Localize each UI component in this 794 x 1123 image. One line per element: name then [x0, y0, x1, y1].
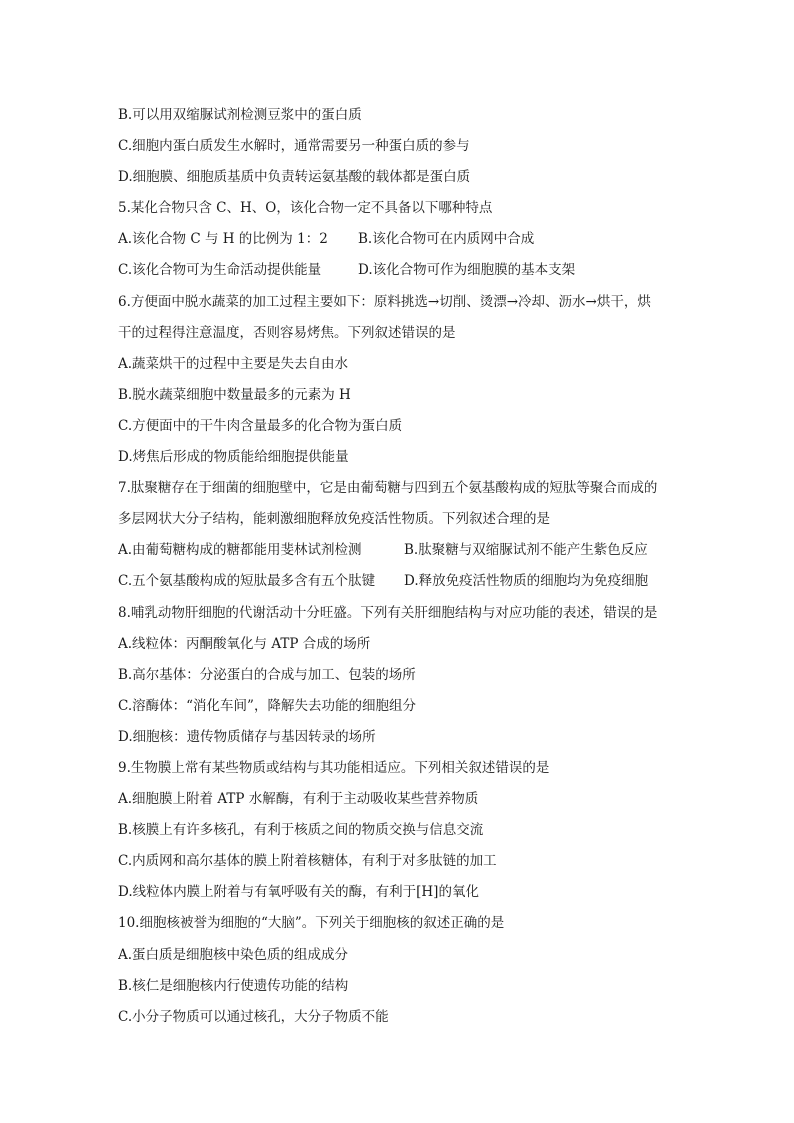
option-d: D.该化合物可作为细胞膜的基本支架	[358, 262, 576, 279]
option-a: A.该化合物 C 与 H 的比例为 1：2	[118, 231, 328, 248]
option-b: B.该化合物可在内质网中合成	[358, 231, 535, 248]
question-stem: 10.细胞核被誉为细胞的“大脑”。下列关于细胞核的叙述正确的是	[118, 915, 505, 932]
option-line: D.细胞膜、细胞质基质中负责转运氨基酸的载体都是蛋白质	[118, 169, 471, 186]
question-stem: 干的过程得注意温度，否则容易烤焦。下列叙述错误的是	[118, 324, 456, 341]
option-a: A.由葡萄糖构成的糖都能用斐林试剂检测	[118, 542, 362, 559]
option-line: B.可以用双缩脲试剂检测豆浆中的蛋白质	[118, 107, 362, 123]
option-row	[118, 566, 698, 597]
option-row	[118, 255, 698, 286]
option-line: A.蛋白质是细胞核中染色质的组成成分	[118, 946, 349, 963]
question-stem: 9.生物膜上常有某些物质或结构与其功能相适应。下列相关叙述错误的是	[118, 759, 550, 776]
question-stem: 7.肽聚糖存在于细菌的细胞壁中，它是由葡萄糖与四到五个氨基酸构成的短肽等聚合而成的	[118, 480, 658, 497]
option-row	[118, 535, 698, 566]
option-line: A.蔬菜烘干的过程中主要是失去自由水	[118, 355, 349, 372]
option-row	[118, 224, 698, 255]
question-stem: 5.某化合物只含 C、H、O，该化合物一定不具备以下哪种特点	[118, 200, 493, 217]
option-line: B.核仁是细胞核内行使遗传功能的结构	[118, 977, 349, 994]
option-line: D.细胞核：遗传物质储存与基因转录的场所	[118, 728, 376, 745]
option-line: C.细胞内蛋白质发生水解时，通常需要另一种蛋白质的参与	[118, 138, 470, 155]
question-text-block	[118, 100, 698, 1033]
option-b: B.肽聚糖与双缩脲试剂不能产生紫色反应	[404, 542, 648, 559]
option-line: B.高尔基体：分泌蛋白的合成与加工、包装的场所	[118, 666, 416, 683]
option-line: D.烤焦后形成的物质能给细胞提供能量	[118, 449, 349, 466]
option-line: A.线粒体：丙酮酸氧化与 ATP 合成的场所	[118, 635, 371, 652]
option-line: C.小分子物质可以通过核孔，大分子物质不能	[118, 1008, 389, 1025]
option-line: C.溶酶体：“消化车间”，降解失去功能的细胞组分	[118, 697, 416, 714]
question-stem: 8.哺乳动物肝细胞的代谢活动十分旺盛。下列有关肝细胞结构与对应功能的表述，错误的是	[118, 604, 658, 621]
option-c: C.该化合物可为生命活动提供能量	[118, 262, 322, 279]
option-line: B.核膜上有许多核孔，有利于核质之间的物质交换与信息交流	[118, 822, 484, 839]
option-line: A.细胞膜上附着 ATP 水解酶，有利于主动吸收某些营养物质	[118, 791, 479, 808]
option-line: D.线粒体内膜上附着与有氧呼吸有关的酶，有利于[H]的氧化	[118, 884, 479, 901]
question-stem: 多层网状大分子结构，能刺激细胞释放免疫活性物质。下列叙述合理的是	[118, 511, 550, 528]
question-stem: 6.方便面中脱水蔬菜的加工过程主要如下：原料挑选→切削、烫漂→冷却、沥水→烘干，烘	[118, 293, 651, 310]
option-line: B.脱水蔬菜细胞中数量最多的元素为 H	[118, 386, 351, 403]
option-line: C.方便面中的干牛肉含量最多的化合物为蛋白质	[118, 417, 403, 434]
option-c: C.五个氨基酸构成的短肽最多含有五个肽键	[118, 573, 376, 590]
option-d: D.释放免疫活性物质的细胞均为免疫细胞	[404, 573, 649, 590]
option-line: C.内质网和高尔基体的膜上附着核糖体，有利于对多肽链的加工	[118, 853, 497, 870]
